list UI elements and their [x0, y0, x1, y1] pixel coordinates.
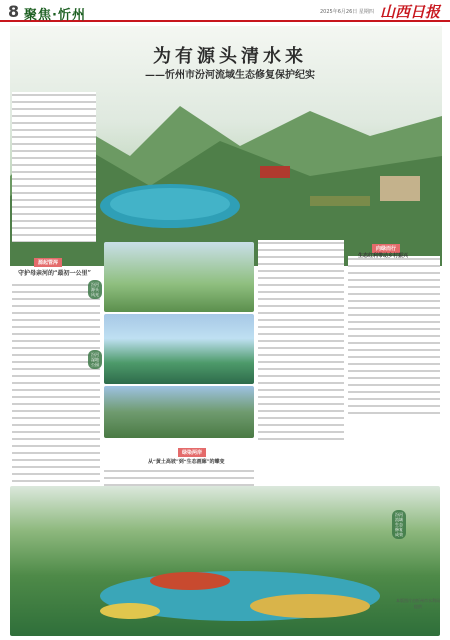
masthead [0, 0, 450, 22]
left-section-tag: 源起管涔 [34, 258, 62, 267]
newspaper-logo: 山西日报 [380, 3, 441, 21]
photo-wetland [104, 314, 254, 384]
headline-subtitle: ——忻州市汾河流域生态修复保护纪实 [145, 70, 315, 81]
intro-text [12, 92, 96, 242]
middle-section-tag: 绿染两岸 [178, 448, 206, 457]
photo-river-valley [104, 386, 254, 438]
right-section-title: 生态红利带动乡村振兴 [358, 253, 409, 259]
right-section-tag: 向绿而行 [372, 244, 400, 253]
photo-caption: 汾河源头风光 [88, 280, 102, 299]
right-article-text [348, 256, 440, 416]
park-illustration [10, 486, 440, 636]
section-name: 聚焦·忻州 [24, 8, 86, 23]
left-section-title: 守护母亲河的“最初一公里” [18, 270, 91, 277]
photo-lake [104, 242, 254, 312]
photo-caption: 汾河流域生态修复成效 [392, 510, 406, 539]
middle-section-title: 从“黄土高坡”到“生态画廊”的蝶变 [148, 459, 225, 465]
middle-article-text [258, 240, 344, 440]
photo-park-aerial [10, 486, 440, 636]
photo-credit: 本版图片由忻州市水利局提供 [396, 598, 440, 609]
page-number: 8 [8, 2, 20, 21]
headline-title: 为有源头清水来 [153, 46, 307, 67]
issue-date: 2025年6月26日 星期四 [320, 9, 374, 15]
photo-caption: 汾河湿地公园 [88, 350, 102, 369]
